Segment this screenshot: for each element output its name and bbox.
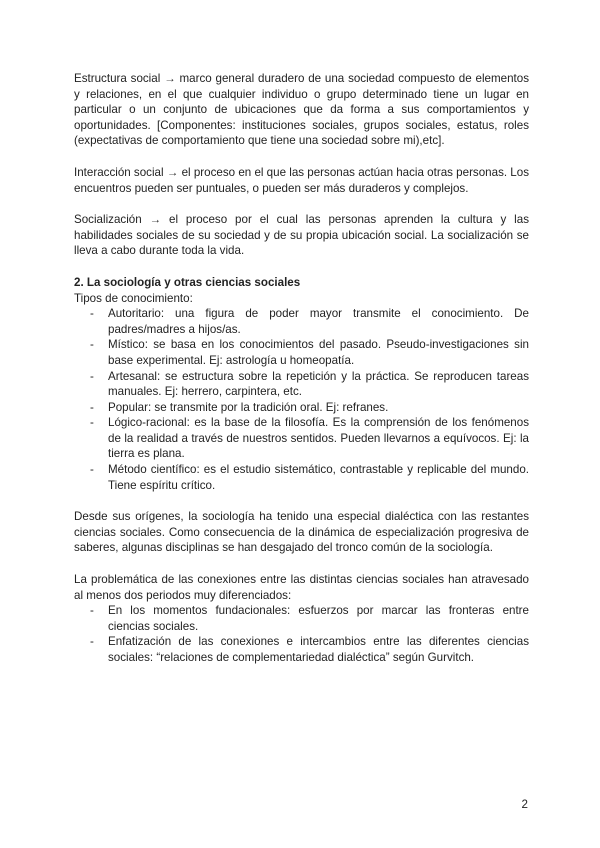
- periods-list: [74, 603, 529, 665]
- list-item: - Popular: se transmite por la tradición oral. Ej: refranes.: [90, 400, 389, 414]
- paragraph-estructura-social: Estructura social → marco general duradero de una sociedad compuesto de elementos y relaciones, en el que cualquier individuo o grupo determinado tiene un lugar en particular o un conjunto de ubicaciones que da forma a sus comportamientos y oportunidades. [Componentes: instituciones sociales, grupos sociales, estatus, roles (expectativas de comportamiento que tiene una sociedad sobre mi),etc].: [74, 72, 529, 148]
- dash-bullet: -: [90, 463, 94, 477]
- dash-bullet: -: [90, 635, 94, 649]
- document-page: [74, 71, 529, 666]
- list-item: - Místico: se basa en los conocimientos del pasado. Pseudo-investigaciones sin base experimental. Ej: astrología u homeopatía.: [90, 338, 529, 367]
- dash-bullet: -: [90, 338, 94, 352]
- dash-bullet: -: [90, 369, 94, 383]
- dash-bullet: -: [90, 400, 94, 414]
- section-heading: 2. La sociología y otras ciencias sociales: [74, 275, 301, 289]
- dash-bullet: -: [90, 416, 94, 430]
- dash-bullet: -: [90, 604, 94, 618]
- dash-bullet: -: [90, 307, 94, 321]
- list-item: - Autoritario: una figura de poder mayor transmite el conocimiento. De padres/madres a hijos/as.: [90, 307, 529, 336]
- paragraph-socializacion: Socialización → el proceso por el cual las personas aprenden la cultura y las habilidades sociales de su sociedad y de su propia ubicación social. La socialización se lleva a cabo durante toda la vida.: [74, 213, 529, 258]
- page-number: 2: [521, 798, 528, 811]
- list-item: - Método científico: es el estudio sistemático, contrastable y replicable del mundo. Tiene espíritu crítico.: [90, 463, 529, 492]
- list-item: - En los momentos fundacionales: esfuerzos por marcar las fronteras entre ciencias sociales.: [90, 604, 529, 633]
- list-intro: Tipos de conocimiento:: [74, 291, 193, 305]
- paragraph-dialectica: Desde sus orígenes, la sociología ha tenido una especial dialéctica con las restantes ciencias sociales. Como consecuencia de la dinámica de especialización progresiva de saberes, algunas disciplinas se han desgajado del tronco común de la sociología.: [74, 510, 529, 555]
- paragraph-interaccion-social: Interacción social → el proceso en el que las personas actúan hacia otras personas. Los encuentros pueden ser puntuales, o pueden ser más duraderos y complejos.: [74, 165, 529, 195]
- list-item: - Lógico-racional: es la base de la filosofía. Es la comprensión de los fenómenos de la realidad a través de nuestros sentidos. Pueden llevarnos a equívocos. Ej: la tierra es plana.: [90, 416, 529, 461]
- list-item: - Enfatización de las conexiones e intercambios entre las diferentes ciencias sociales: “relaciones de complementariedad dialéctica” según Gurvitch.: [90, 635, 529, 664]
- knowledge-types-list: [74, 306, 529, 493]
- list-item: - Artesanal: se estructura sobre la repetición y la práctica. Se reproducen tareas manuales. Ej: herrero, carpintera, etc.: [90, 369, 529, 399]
- paragraph-problematica: La problemática de las conexiones entre las distintas ciencias sociales han atravesado al menos dos periodos muy diferenciados:: [74, 573, 529, 602]
